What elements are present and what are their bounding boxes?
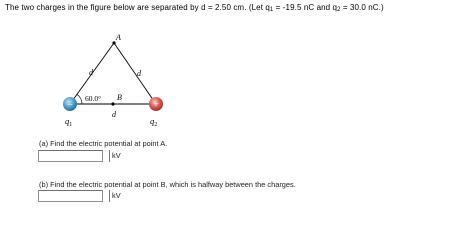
label-d-right: d (137, 69, 141, 78)
part-a-answer-input[interactable] (38, 150, 103, 162)
label-d-left: d (89, 68, 93, 77)
q1-subscript: 1 (269, 7, 274, 13)
label-q2: $q_2$ (150, 116, 158, 128)
part-b-answer-input[interactable] (38, 190, 103, 202)
part-a-unit: kV (109, 150, 121, 162)
q2-subscript: 2 (337, 7, 341, 13)
problem-text-suffix: = 30.0 nC.) (340, 3, 384, 12)
part-a-question: (a) Find the electric potential at point A. (39, 139, 168, 148)
angle-arc (77, 94, 83, 104)
point-b-dot (111, 102, 114, 105)
part-a-answer-row (38, 150, 121, 162)
problem-text-middle: = -19.5 nC and q (273, 3, 338, 12)
label-d-bottom: d (112, 110, 116, 119)
part-b-answer-row (38, 190, 121, 202)
part-b-unit: kV (109, 190, 121, 202)
label-q1: $q_1$ (65, 116, 73, 128)
part-b-question: (b) Find the electric potential at point B, which is halfway between the charges. (39, 180, 296, 189)
problem-text-prefix: The two charges in the figure below are separated by d = 2.50 cm. (Let q (5, 3, 270, 12)
charge-q2-sign: + (153, 99, 159, 111)
label-b: B (117, 93, 122, 102)
label-a: A (116, 33, 121, 42)
charge-q1-sign: − (67, 99, 73, 111)
label-angle: 60.0° (85, 94, 102, 103)
